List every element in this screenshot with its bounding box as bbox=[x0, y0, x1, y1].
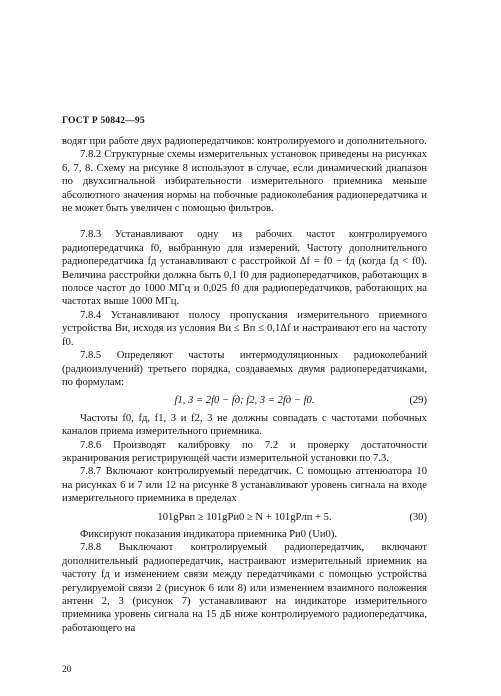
paragraph: 7.8.6 Производят калибровку по 7.2 и проверку достаточности экранирования регистрирующей части измерительной установки по 7.3. bbox=[62, 439, 427, 464]
formula bbox=[62, 511, 427, 524]
paragraph: 7.8.3 Устанавливают одну из рабочих частот контролируемого радиопередатчика f0, выбранную для измерений. Частоту дополнительного радиопередатчика fд устанавливают с расстройкой Δf = f0 − fд (когда fд < f0). Величина расстройки должна быть 0,1 f0 для радиопередатчиков, работающих в полосе частот до 1000 МГц и 0,025 f0 для радиопередатчиков, работающих на частотах выше 1000 МГц. bbox=[62, 229, 427, 308]
paragraph: Частоты f0, fд, f1, 3 и f2, 3 не должны совпадать с частотами побочных каналов приема измерительного приемника. bbox=[62, 412, 427, 438]
paragraph: 7.8.5 Определяют частоты интермодуляционных радиоколебаний (радиоизлучений) третьего порядка, создаваемых двумя радиопередатчиками, по формулам: bbox=[62, 350, 427, 388]
paragraph: 7.8.7 Включают контролируемый передатчик. С помощью аттенюатора 10 на рисунках 6 и 7 или 12 на рисунке 8 устанавливают уровень сигнала на входе измерительного приемника в пределах bbox=[62, 466, 427, 505]
page-number: 20 bbox=[62, 665, 72, 675]
paragraph: 7.8.2 Структурные схемы измерительных установок приведены на рисунках 6, 7, 8. Схему на рисунке 8 используют в случае, если динамический диапазон по двухсигнальной избирательности измерительного приемника меньше абсолютного значения нормы на побочные радиоколебания радиопередатчика и не может быть увеличен с помощью фильтров. bbox=[62, 149, 427, 215]
formula-text: 101gPвп ≥ 101gPи0 ≥ N + 101gPлп + 5. bbox=[157, 511, 332, 523]
document-body bbox=[62, 135, 427, 635]
paragraph: Фиксируют показания индикатора приемника Pи0 (Uи0). bbox=[80, 528, 337, 540]
formula-number: (29) bbox=[409, 395, 427, 407]
formula-number: (30) bbox=[409, 511, 427, 523]
document-header: ГОСТ Р 50842—95 bbox=[62, 116, 145, 126]
formula-text: f1, 3 = 2f0 − fд; f2, 3 = 2fд − f0. bbox=[174, 395, 315, 407]
paragraph: 7.8.4 Устанавливают полосу пропускания измерительного приемного устройства Bи, исходя из условия Bи ≤ Bп ≤ 0,1Δf и настраивают его на частоту f0. bbox=[62, 309, 427, 348]
formula bbox=[62, 394, 427, 407]
paragraph: водят при работе двух радиопередатчиков: контролируемого и дополнительного. bbox=[62, 136, 427, 147]
paragraph: 7.8.8 Выключают контролируемый радиопередатчик, включают дополнительный радиопередатчик, настраивают измерительный приемник на частоту fд и изменением связи между передатчиками с помощью устройства регулируемой связи 2 (рисунок 6 или 8) или изменением взаимного положения антенн 2, 3 (рисунок 7) устанавливают на индикаторе измерительного приемника уровень сигнала на 15 дБ ниже контролируемого радиопередатчика, работающего на bbox=[62, 542, 427, 634]
